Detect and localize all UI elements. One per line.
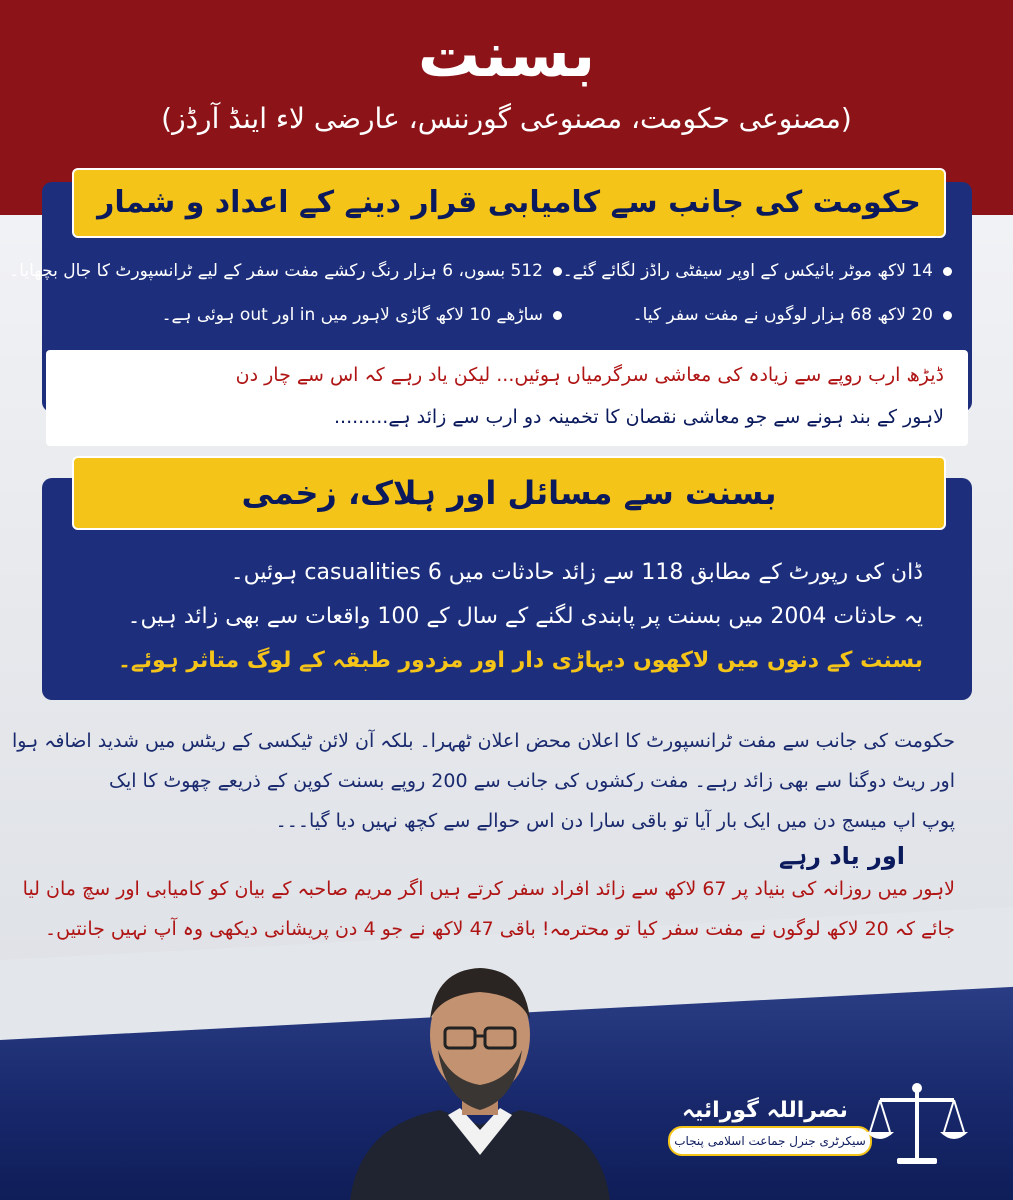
issues-line: یہ حادثات 2004 میں بسنت پر پابندی لگنے کے سال کے 100 واقعات سے بھی زائد ہیں۔	[127, 604, 923, 629]
issues-highlight-line: بسنت کے دنوں میں لاکھوں دیہاڑی دار اور مزدور طبقہ کے لوگ متاثر ہوئے۔	[117, 648, 923, 673]
economic-note-line: لاہور کے بند ہونے سے جو معاشی نقصان کا تخمینہ دو ارب سے زائد ہے.........	[333, 406, 944, 428]
person-role-badge: سیکرٹری جنرل جماعت اسلامی پنجاب	[668, 1126, 872, 1156]
body-paragraph-line: لاہور میں روزانہ کی بنیاد پر 67 لاکھ سے زائد افراد سفر کرتے ہیں اگر مریم صاحبہ کے بیان کو کامیابی اور سچ مان لیا	[22, 878, 955, 900]
body-paragraph-line: اور ریٹ دوگنا سے بھی زائد رہے۔ مفت رکشوں کی جانب سے 200 روپے بسنت کوپن کے ذریعے چھوٹ کا ایک	[108, 770, 955, 792]
poster-title: بسنت	[417, 18, 596, 91]
poster-subtitle: (مصنوعی حکومت، مصنوعی گورننس، عارضی لاء اینڈ آرڈز)	[161, 102, 852, 135]
bullet-dot-icon	[553, 311, 562, 320]
scales-of-justice-icon	[862, 1080, 972, 1170]
body-paragraph-line: جائے کہ 20 لاکھ لوگوں نے مفت سفر کیا تو محترمہ! باقی 47 لاکھ نے جو 4 دن پریشانی دیکھی وہ آپ نہیں جانتیں۔	[45, 918, 955, 940]
remember-heading: اور یاد رہے	[779, 842, 905, 870]
person-name: نصراللہ گورائیہ	[682, 1098, 848, 1123]
bullet-dot-icon	[943, 267, 952, 276]
stat-bullet: 20 لاکھ 68 ہزار لوگوں نے مفت سفر کیا۔	[633, 304, 952, 325]
body-paragraph-line: پوپ اپ میسج دن میں ایک بار آیا تو باقی سارا دن اس حوالے سے کچھ نہیں دیا گیا۔۔۔	[275, 810, 955, 832]
stat-bullet: 14 لاکھ موٹر بائیکس کے اوپر سیفٹی راڈز لگائے گئے۔	[563, 260, 952, 281]
person-portrait-icon	[330, 950, 630, 1200]
stat-bullet: 512 بسوں، 6 ہزار رنگ رکشے مفت سفر کے لیے ٹرانسپورٹ کا جال بچھایا۔	[9, 260, 562, 281]
issues-banner: بسنت سے مسائل اور ہلاک، زخمی	[72, 456, 946, 530]
body-paragraph-line: حکومت کی جانب سے مفت ٹرانسپورٹ کا اعلان محض اعلان ٹھہرا۔ بلکہ آن لائن ٹیکسی کے ریٹس میں شدید اضافہ ہوا	[12, 730, 955, 752]
bullet-dot-icon	[943, 311, 952, 320]
issues-line: ڈان کی رپورٹ کے مطابق 118 سے زائد حادثات میں 6 casualities ہوئیں۔	[230, 560, 923, 585]
stats-bullet-list	[9, 254, 952, 344]
bullet-dot-icon	[553, 267, 562, 276]
economic-note-line: ڈیڑھ ارب روپے سے زیادہ کی معاشی سرگرمیاں ہوئیں... لیکن یاد رہے کہ اس سے چار دن	[235, 364, 944, 386]
stats-banner: حکومت کی جانب سے کامیابی قرار دینے کے اعداد و شمار	[72, 168, 946, 238]
economic-note-box	[46, 350, 968, 446]
stat-bullet: ساڑھے 10 لاکھ گاڑی لاہور میں in اور out ہوئی ہے۔	[162, 304, 562, 325]
